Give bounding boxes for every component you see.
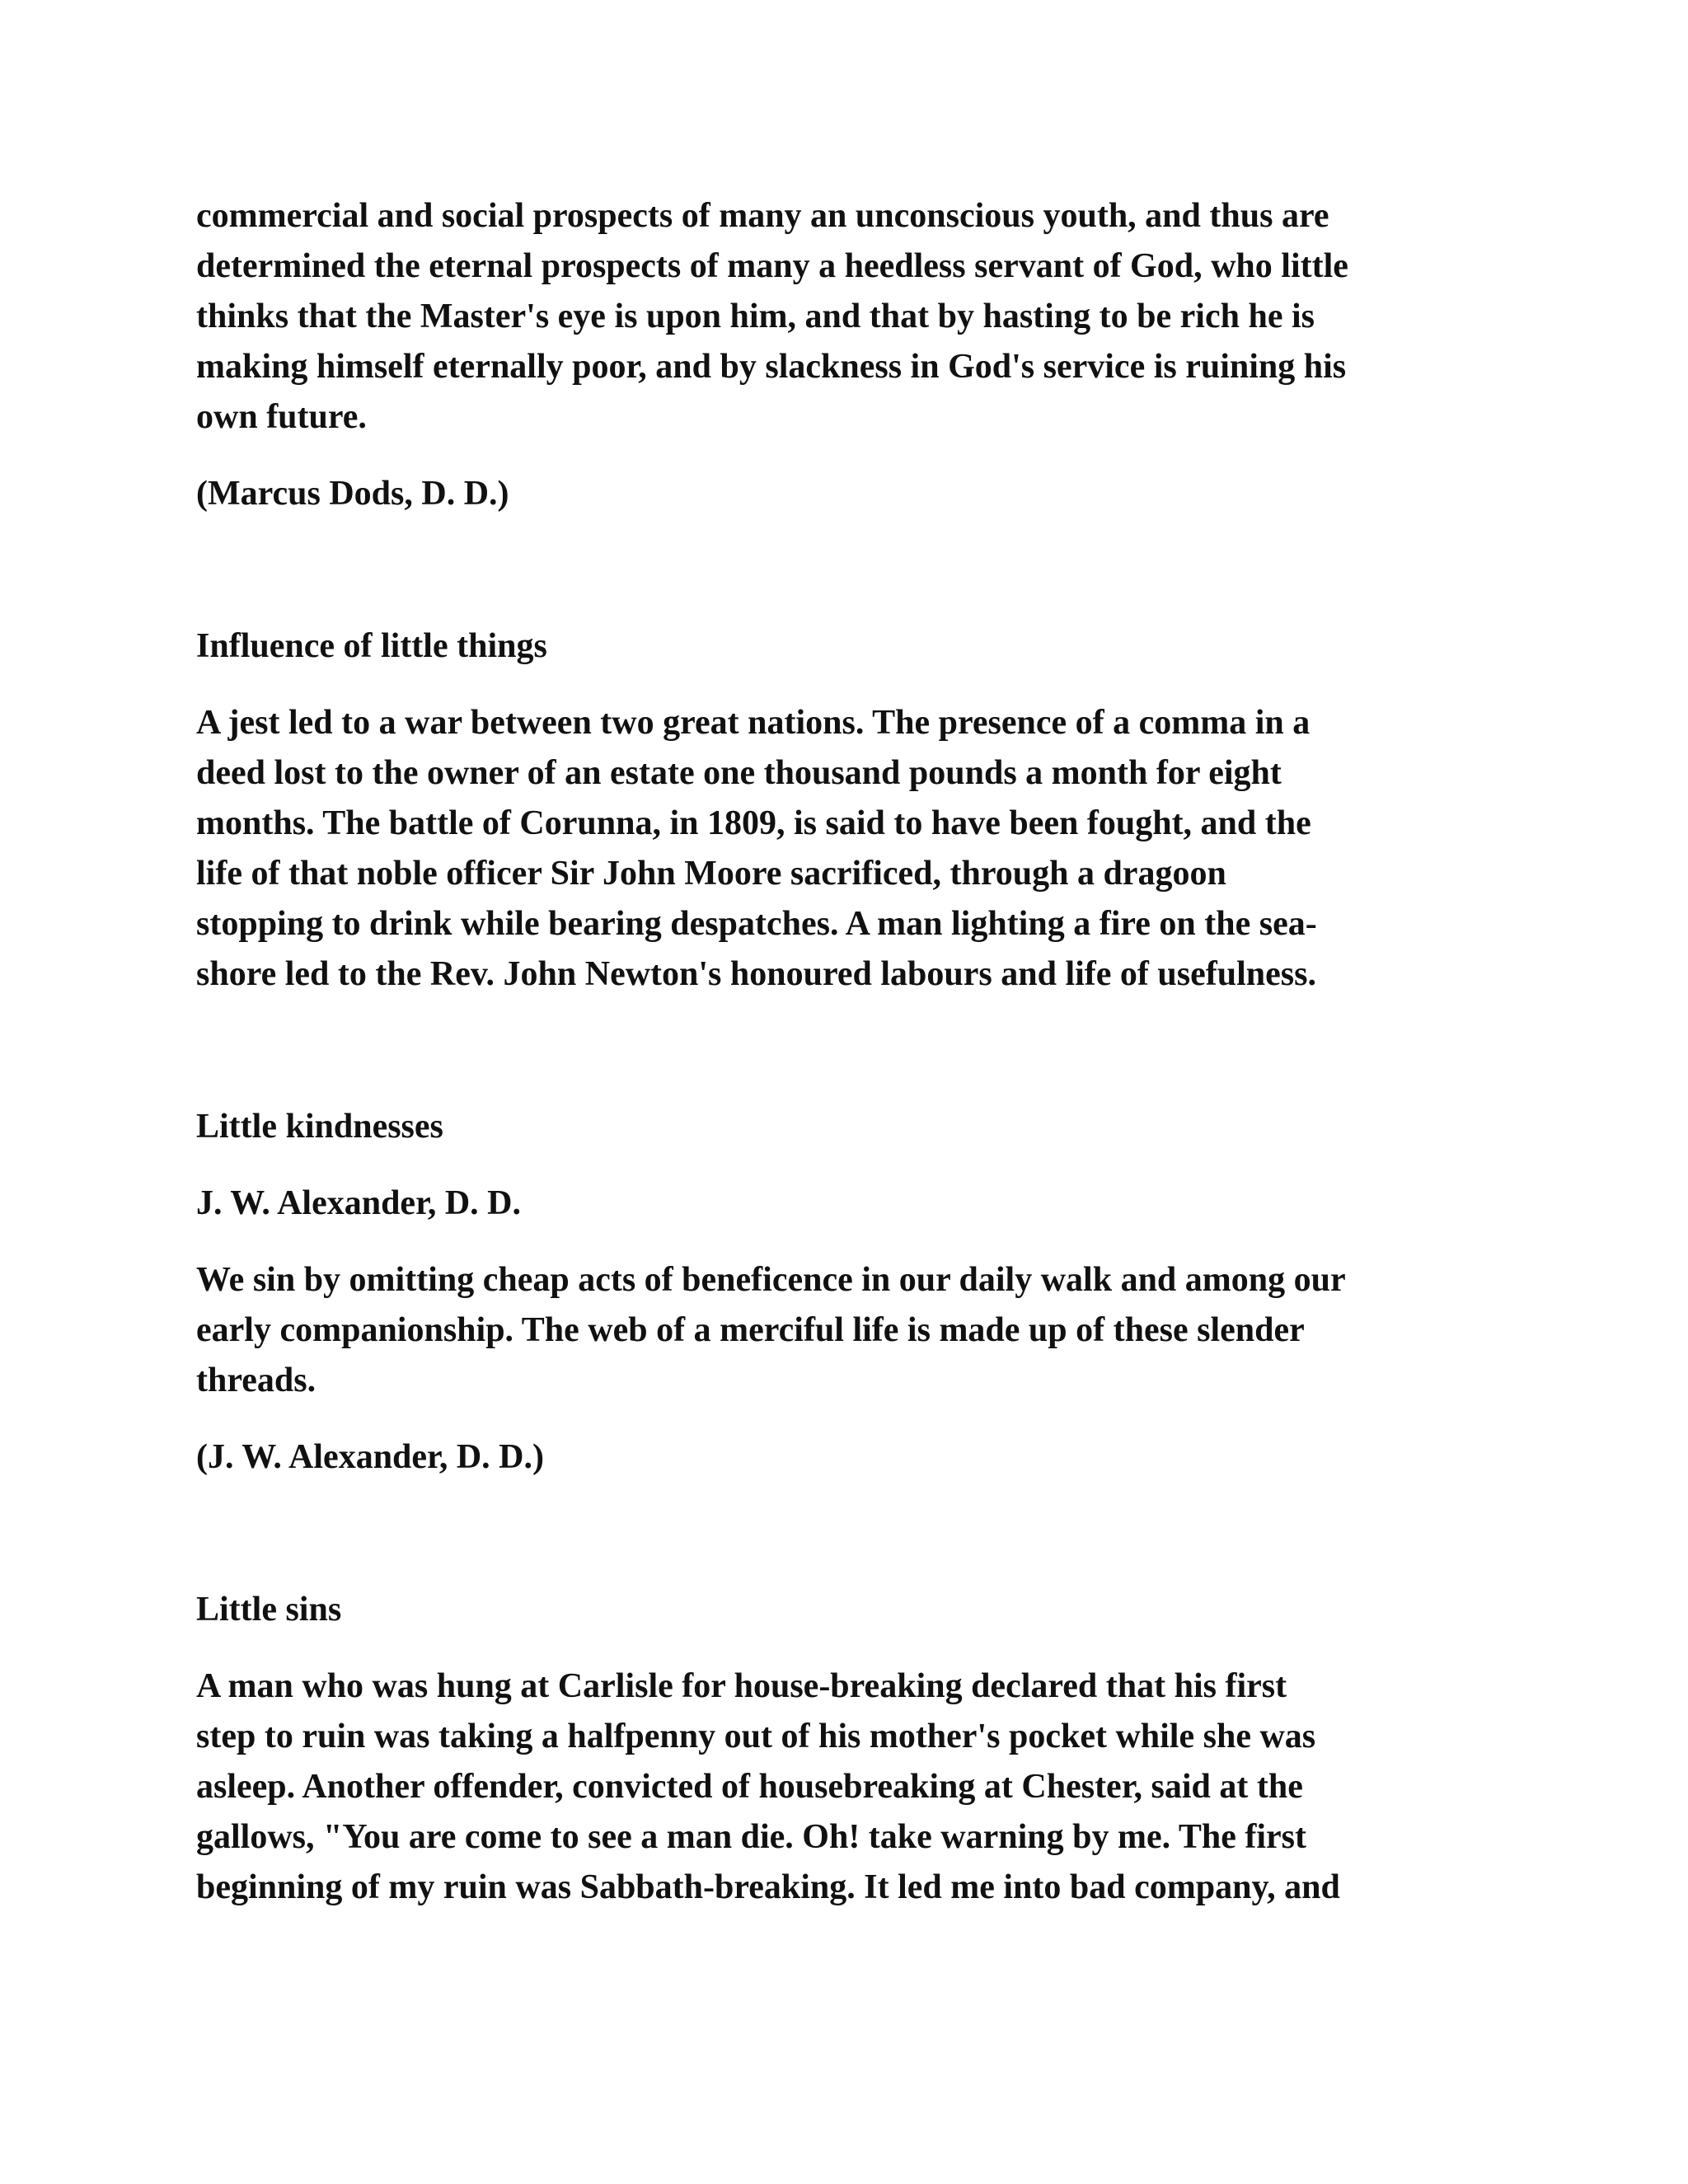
attribution-marcus-dods: (Marcus Dods, D. D.) bbox=[196, 475, 509, 513]
text-line: asleep. Another offender, convicted of housebreaking at Chester, said at the bbox=[196, 1768, 1303, 1806]
heading-little-kindnesses: Little kindnesses bbox=[196, 1108, 443, 1146]
text-line: months. The battle of Corunna, in 1809, is said to have been fought, and the bbox=[196, 804, 1311, 842]
paragraph-influence bbox=[196, 698, 1498, 1000]
heading-little-sins: Little sins bbox=[196, 1591, 342, 1629]
text-line: determined the eternal prospects of many a heedless servant of God, who little bbox=[196, 247, 1348, 285]
text-line: own future. bbox=[196, 398, 367, 436]
text-line: commercial and social prospects of many an unconscious youth, and thus are bbox=[196, 197, 1329, 235]
text-line: life of that noble officer Sir John Moore sacrificed, through a dragoon bbox=[196, 855, 1226, 893]
attribution-alexander: (J. W. Alexander, D. D.) bbox=[196, 1438, 544, 1476]
author-alexander: J. W. Alexander, D. D. bbox=[196, 1184, 522, 1222]
text-line: A jest led to a war between two great nations. The presence of a comma in a bbox=[196, 704, 1311, 742]
text-line: We sin by omitting cheap acts of beneficence in our daily walk and among our bbox=[196, 1261, 1346, 1299]
heading-influence-of-little-things: Influence of little things bbox=[196, 627, 547, 665]
text-line: threads. bbox=[196, 1361, 316, 1399]
text-line: beginning of my ruin was Sabbath-breaking. It led me into bad company, and bbox=[196, 1868, 1340, 1906]
text-line: stopping to drink while bearing despatches. A man lighting a fire on the sea- bbox=[196, 905, 1317, 943]
paragraph-kindnesses bbox=[196, 1255, 1498, 1406]
paragraph-little-sins bbox=[196, 1661, 1498, 1913]
paragraph-continuation bbox=[196, 191, 1498, 443]
text-line: gallows, "You are come to see a man die. Oh! take warning by me. The first bbox=[196, 1818, 1307, 1856]
text-line: deed lost to the owner of an estate one thousand pounds a month for eight bbox=[196, 754, 1282, 792]
text-line: step to ruin was taking a halfpenny out of his mother's pocket while she was bbox=[196, 1718, 1316, 1755]
text-line: thinks that the Master's eye is upon him, and that by hasting to be rich he is bbox=[196, 298, 1315, 335]
text-line: making himself eternally poor, and by slackness in God's service is ruining his bbox=[196, 348, 1347, 386]
text-line: shore led to the Rev. John Newton's honoured labours and life of usefulness. bbox=[196, 955, 1316, 993]
document-page bbox=[196, 191, 1498, 1913]
text-line: A man who was hung at Carlisle for house-breaking declared that his first bbox=[196, 1667, 1287, 1705]
text-line: early companionship. The web of a merciful life is made up of these slender bbox=[196, 1311, 1305, 1349]
